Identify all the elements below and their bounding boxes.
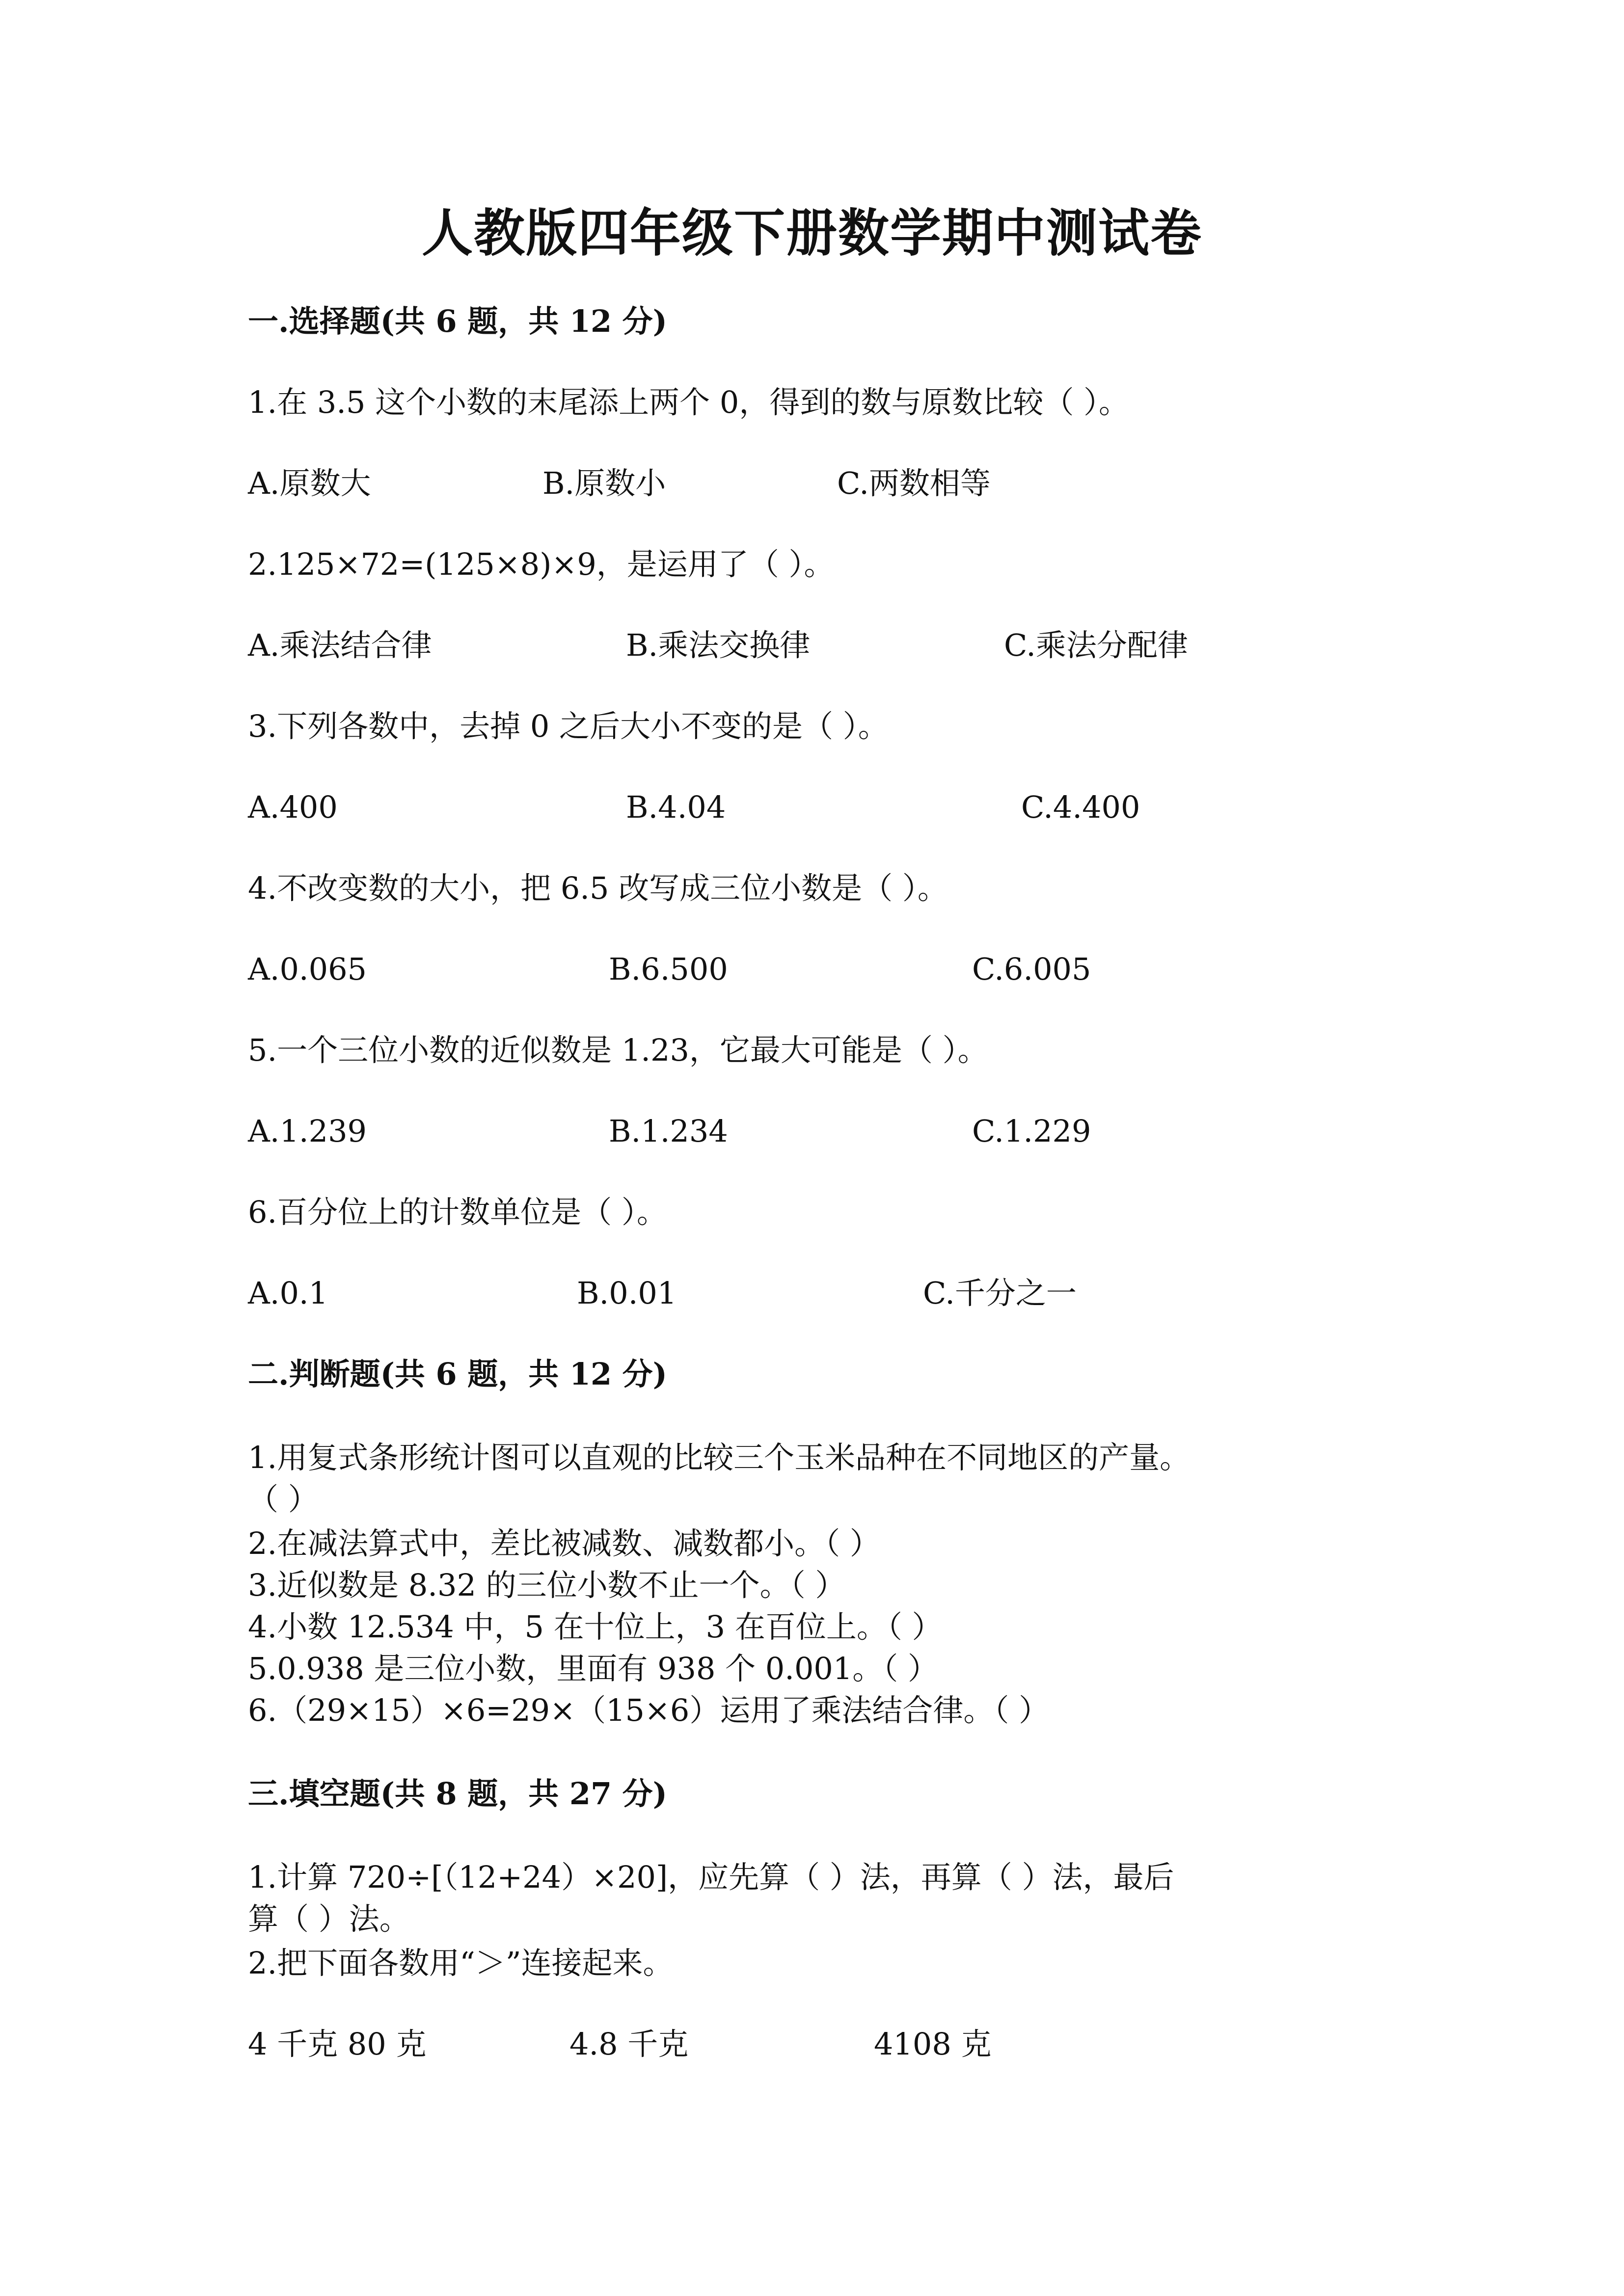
question-text: 3.下列各数中，去掉 0 之后大小不变的是（ ）。 <box>248 708 889 744</box>
question-text: 4.小数 12.534 中，5 在十位上，3 在百位上。（ ） <box>248 1609 943 1645</box>
question-text: 3.近似数是 8.32 的三位小数不止一个。（ ） <box>248 1567 846 1603</box>
option-b: B.6.500 <box>609 951 728 987</box>
value-item: 4 千克 80 克 <box>248 2026 427 2062</box>
question-text: 5.0.938 是三位小数，里面有 938 个 0.001。（ ） <box>248 1651 939 1686</box>
option-c: C.千分之一 <box>923 1275 1077 1311</box>
option-c: C.乘法分配律 <box>1004 627 1188 663</box>
option-a: A.400 <box>248 789 338 825</box>
value-item: 4108 克 <box>874 2026 992 2062</box>
option-a: A.乘法结合律 <box>248 627 432 663</box>
option-b: B.原数小 <box>542 465 666 501</box>
option-a: A.1.239 <box>248 1113 367 1149</box>
option-b: B.1.234 <box>609 1113 728 1149</box>
question-text: 2.在减法算式中，差比被减数、减数都小。（ ） <box>248 1525 880 1561</box>
question-text: 1.在 3.5 这个小数的末尾添上两个 0，得到的数与原数比较（ ）。 <box>248 384 1130 420</box>
option-c: C.1.229 <box>972 1113 1091 1149</box>
section-heading-choice: 一.选择题(共 6 题，共 12 分) <box>248 303 668 339</box>
question-text: 2.125×72=(125×8)×9，是运用了（ ）。 <box>248 546 835 582</box>
option-c: C.两数相等 <box>837 465 991 501</box>
option-b: B.0.01 <box>577 1275 677 1311</box>
question-text: 5.一个三位小数的近似数是 1.23，它最大可能是（ ）。 <box>248 1032 988 1068</box>
page-title: 人教版四年级下册数学期中测试卷 <box>421 203 1202 263</box>
question-text: 6.（29×15）×6=29×（15×6）运用了乘法结合律。（ ） <box>248 1692 1050 1728</box>
question-text: 2.把下面各数用“＞”连接起来。 <box>248 1945 674 1981</box>
option-b: B.4.04 <box>626 789 726 825</box>
option-c: C.6.005 <box>972 951 1091 987</box>
question-text: 4.不改变数的大小，把 6.5 改写成三位小数是（ ）。 <box>248 870 948 906</box>
option-c: C.4.400 <box>1021 789 1140 825</box>
option-a: A.原数大 <box>248 465 371 501</box>
value-item: 4.8 千克 <box>569 2026 689 2062</box>
option-a: A.0.065 <box>248 951 367 987</box>
question-text: 1.计算 720÷[（12+24）×20]，应先算（ ）法，再算（ ）法，最后 <box>248 1859 1174 1895</box>
answer-bracket: （ ） <box>248 1481 319 1517</box>
option-a: A.0.1 <box>248 1275 328 1311</box>
question-text: 1.用复式条形统计图可以直观的比较三个玉米品种在不同地区的产量。 <box>248 1440 1191 1475</box>
section-heading-fill: 三.填空题(共 8 题，共 27 分) <box>248 1776 668 1812</box>
question-text: 6.百分位上的计数单位是（ ）。 <box>248 1194 667 1230</box>
question-text-continued: 算（ ）法。 <box>248 1901 410 1937</box>
section-heading-judgement: 二.判断题(共 6 题，共 12 分) <box>248 1356 668 1392</box>
option-b: B.乘法交换律 <box>626 627 811 663</box>
